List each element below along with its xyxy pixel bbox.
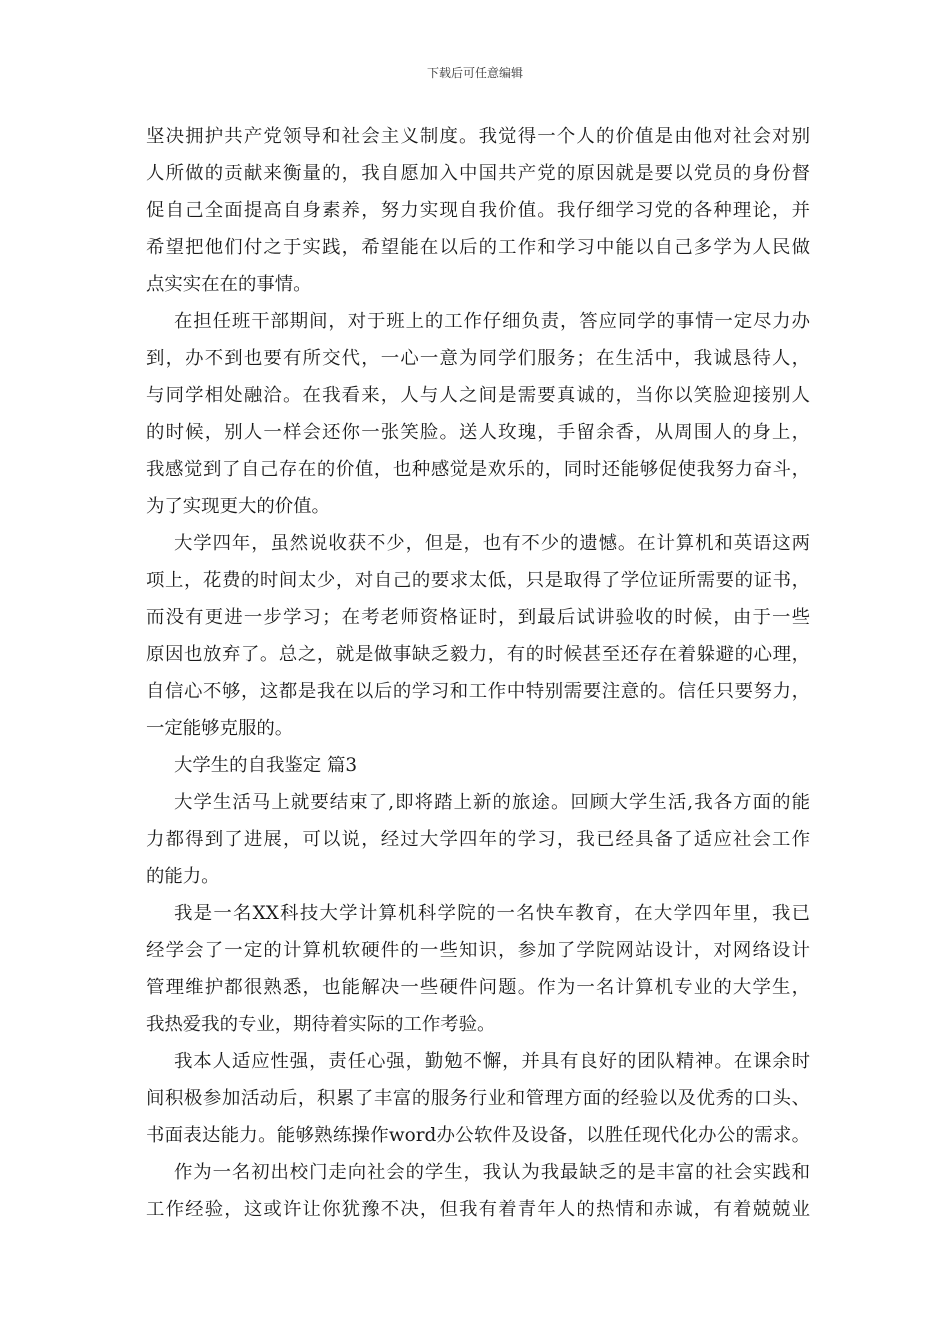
section-heading: 大学生的自我鉴定 篇3 bbox=[174, 755, 358, 776]
text-line: 管理维护都很熟悉，也能解决一些硬件问题。作为一名计算机专业的大学生， bbox=[146, 977, 810, 998]
page-header: 下载后可任意编辑 bbox=[426, 66, 523, 80]
text-line: 的能力。 bbox=[146, 866, 220, 887]
text-line: 到，办不到也要有所交代，一心一意为同学们服务；在生活中，我诚恳待人， bbox=[146, 348, 810, 369]
text-line: 点实实在在的事情。 bbox=[146, 274, 312, 295]
text-line: 而没有更进一步学习；在考老师资格证时，到最后试讲验收的时候，由于一些 bbox=[146, 607, 810, 628]
document-body bbox=[146, 118, 810, 1228]
text-line: 作为一名初出校门走向社会的学生，我认为我最缺乏的是丰富的社会实践和 bbox=[174, 1162, 810, 1183]
text-line: 项上，花费的时间太少，对自己的要求太低，只是取得了学位证所需要的证书， bbox=[146, 570, 810, 591]
text-line: 坚决拥护共产党领导和社会主义制度。我觉得一个人的价值是由他对社会对别 bbox=[146, 126, 810, 147]
text-line: 书面表达能力。能够熟练操作word办公软件及设备，以胜任现代化办公的需求。 bbox=[146, 1125, 810, 1146]
text-line: 自信心不够，这都是我在以后的学习和工作中特别需要注意的。信任只要努力， bbox=[146, 681, 810, 702]
text-line: 我热爱我的专业，期待着实际的工作考验。 bbox=[146, 1014, 496, 1035]
text-line: 人所做的贡献来衡量的，我自愿加入中国共产党的原因就是要以党员的身份督 bbox=[146, 163, 810, 184]
text-line: 工作经验，这或许让你犹豫不决，但我有着青年人的热情和赤诚，有着兢兢业 bbox=[146, 1199, 810, 1220]
text-line: 一定能够克服的。 bbox=[146, 718, 294, 739]
text-line: 与同学相处融洽。在我看来，人与人之间是需要真诚的，当你以笑脸迎接别人 bbox=[146, 385, 810, 406]
text-line: 促自己全面提高自身素养，努力实现自我价值。我仔细学习党的各种理论，并 bbox=[146, 200, 810, 221]
text-line: 我感觉到了自己存在的价值，也种感觉是欢乐的，同时还能够促使我努力奋斗， bbox=[146, 459, 810, 480]
text-line: 的时候，别人一样会还你一张笑脸。送人玫瑰，手留余香，从周围人的身上， bbox=[146, 422, 810, 443]
text-line: 大学四年，虽然说收获不少，但是，也有不少的遗憾。在计算机和英语这两 bbox=[174, 533, 810, 554]
text-line: 在担任班干部期间，对于班上的工作仔细负责，答应同学的事情一定尽力办 bbox=[174, 311, 810, 332]
text-line: 经学会了一定的计算机软硬件的一些知识，参加了学院网站设计，对网络设计 bbox=[146, 940, 810, 961]
text-line: 希望把他们付之于实践，希望能在以后的工作和学习中能以自己多学为人民做 bbox=[146, 237, 810, 258]
text-line: 大学生活马上就要结束了,即将踏上新的旅途。回顾大学生活,我各方面的能 bbox=[174, 792, 810, 813]
text-line: 间积极参加活动后，积累了丰富的服务行业和管理方面的经验以及优秀的口头、 bbox=[146, 1088, 810, 1109]
text-line: 为了实现更大的价值。 bbox=[146, 496, 330, 517]
text-line: 我是一名XX科技大学计算机科学院的一名快车教育，在大学四年里，我已 bbox=[174, 903, 810, 924]
text-line: 我本人适应性强，责任心强，勤勉不懈，并具有良好的团队精神。在课余时 bbox=[174, 1051, 810, 1072]
text-line: 原因也放弃了。总之，就是做事缺乏毅力，有的时候甚至还存在着躲避的心理， bbox=[146, 644, 810, 665]
text-line: 力都得到了进展，可以说，经过大学四年的学习，我已经具备了适应社会工作 bbox=[146, 829, 810, 850]
